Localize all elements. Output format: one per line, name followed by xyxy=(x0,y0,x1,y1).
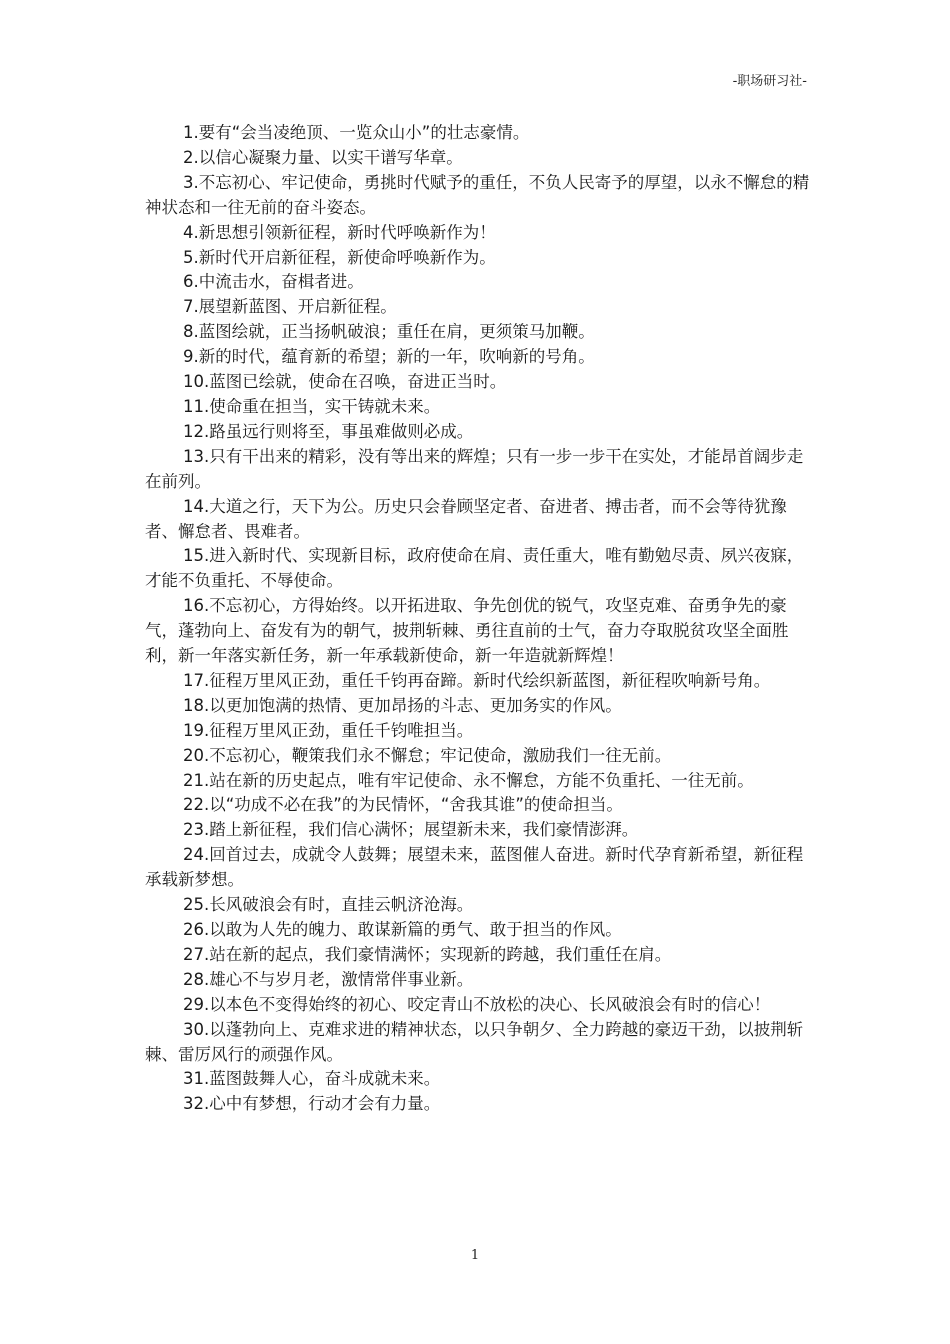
list-item: 26.以敢为人先的魄力、敢谋新篇的勇气、敢于担当的作风。 xyxy=(183,920,622,939)
list-item: 5.新时代开启新征程，新使命呼唤新作为。 xyxy=(183,247,496,267)
list-item: 6.中流击水，奋楫者进。 xyxy=(183,272,364,292)
list-item: 14.大道之行，天下为公。历史只会眷顾坚定者、奋进者、搏击者，而不会等待犹豫者、懈怠者、畏难者。 xyxy=(145,496,787,541)
list-item: 23.踏上新征程，我们信心满怀；展望新未来，我们豪情澎湃。 xyxy=(183,820,639,840)
list-item: 24.回首过去，成就令人鼓舞；展望未来，蓝图催人奋进。新时代孕育新希望，新征程承载新梦想。 xyxy=(145,845,804,890)
page-number: 1 xyxy=(470,1248,480,1263)
list-item: 27.站在新的起点，我们豪情满怀；实现新的跨越，我们重任在肩。 xyxy=(183,944,672,964)
slogan-list xyxy=(145,121,810,1117)
list-item: 15.进入新时代、实现新目标，政府使命在肩、责任重大，唯有勤勉尽责、夙兴夜寐，才能不负重托、不辱使命。 xyxy=(145,546,804,591)
list-item: 22.以“功成不必在我”的为民情怀，“舍我其谁”的使命担当。 xyxy=(183,795,623,815)
list-item: 8.蓝图绘就，正当扬帆破浪；重任在肩，更须策马加鞭。 xyxy=(183,322,595,342)
list-item: 3.不忘初心、牢记使命，勇挑时代赋予的重任，不负人民寄予的厚望，以永不懈怠的精神状态和一往无前的奋斗姿态。 xyxy=(145,172,810,217)
list-item: 18.以更加饱满的热情、更加昂扬的斗志、更加务实的作风。 xyxy=(183,695,622,715)
list-item: 2.以信心凝聚力量、以实干谱写华章。 xyxy=(183,147,463,167)
list-item: 12.路虽远行则将至，事虽难做则必成。 xyxy=(183,421,474,441)
list-item: 30.以蓬勃向上、克难求进的精神状态，以只争朝夕、全力跨越的豪迈干劲，以披荆斩棘、雷厉风行的顽强作风。 xyxy=(145,1019,804,1064)
list-item: 32.心中有梦想，行动才会有力量。 xyxy=(183,1094,441,1114)
list-item: 11.使命重在担当，实干铸就未来。 xyxy=(183,396,441,416)
list-item: 7.展望新蓝图、开启新征程。 xyxy=(183,297,397,317)
list-item: 17.征程万里风正劲，重任千钧再奋蹄。新时代绘织新蓝图，新征程吹响新号角。 xyxy=(183,670,771,690)
list-item: 13.只有干出来的精彩，没有等出来的辉煌；只有一步一步干在实处，才能昂首阔步走在前列。 xyxy=(145,446,804,491)
list-item: 1.要有“会当凌绝顶、一览众山小”的壮志豪情。 xyxy=(183,123,530,142)
list-item: 20.不忘初心，鞭策我们永不懈怠；牢记使命，激励我们一往无前。 xyxy=(183,745,672,765)
list-item: 10.蓝图已绘就，使命在召唤，奋进正当时。 xyxy=(183,372,507,392)
list-item: 31.蓝图鼓舞人心，奋斗成就未来。 xyxy=(183,1069,441,1089)
list-item: 9.新的时代，蕴育新的希望；新的一年，吹响新的号角。 xyxy=(183,347,595,367)
list-item: 19.征程万里风正劲，重任千钧唯担当。 xyxy=(183,720,474,740)
page-header: -职场研习社- xyxy=(732,74,807,89)
list-item: 28.雄心不与岁月老，激情常伴事业新。 xyxy=(183,969,474,989)
list-item: 21.站在新的历史起点，唯有牢记使命、永不懈怠，方能不负重托、一往无前。 xyxy=(183,770,754,790)
list-item: 4.新思想引领新征程，新时代呼唤新作为！ xyxy=(183,222,496,242)
list-item: 29.以本色不变得始终的初心、咬定青山不放松的决心、长风破浪会有时的信心！ xyxy=(183,994,771,1014)
list-item: 16.不忘初心，方得始终。以开拓进取、争先创优的锐气，攻坚克难、奋勇争先的豪气，蓬勃向上、奋发有为的朝气，披荆斩棘、勇往直前的士气，奋力夺取脱贫攻坚全面胜利，新一年落实新任务，新一年承载新使命，新一年造就新辉煌！ xyxy=(145,596,789,666)
list-item: 25.长风破浪会有时，直挂云帆济沧海。 xyxy=(183,895,474,915)
